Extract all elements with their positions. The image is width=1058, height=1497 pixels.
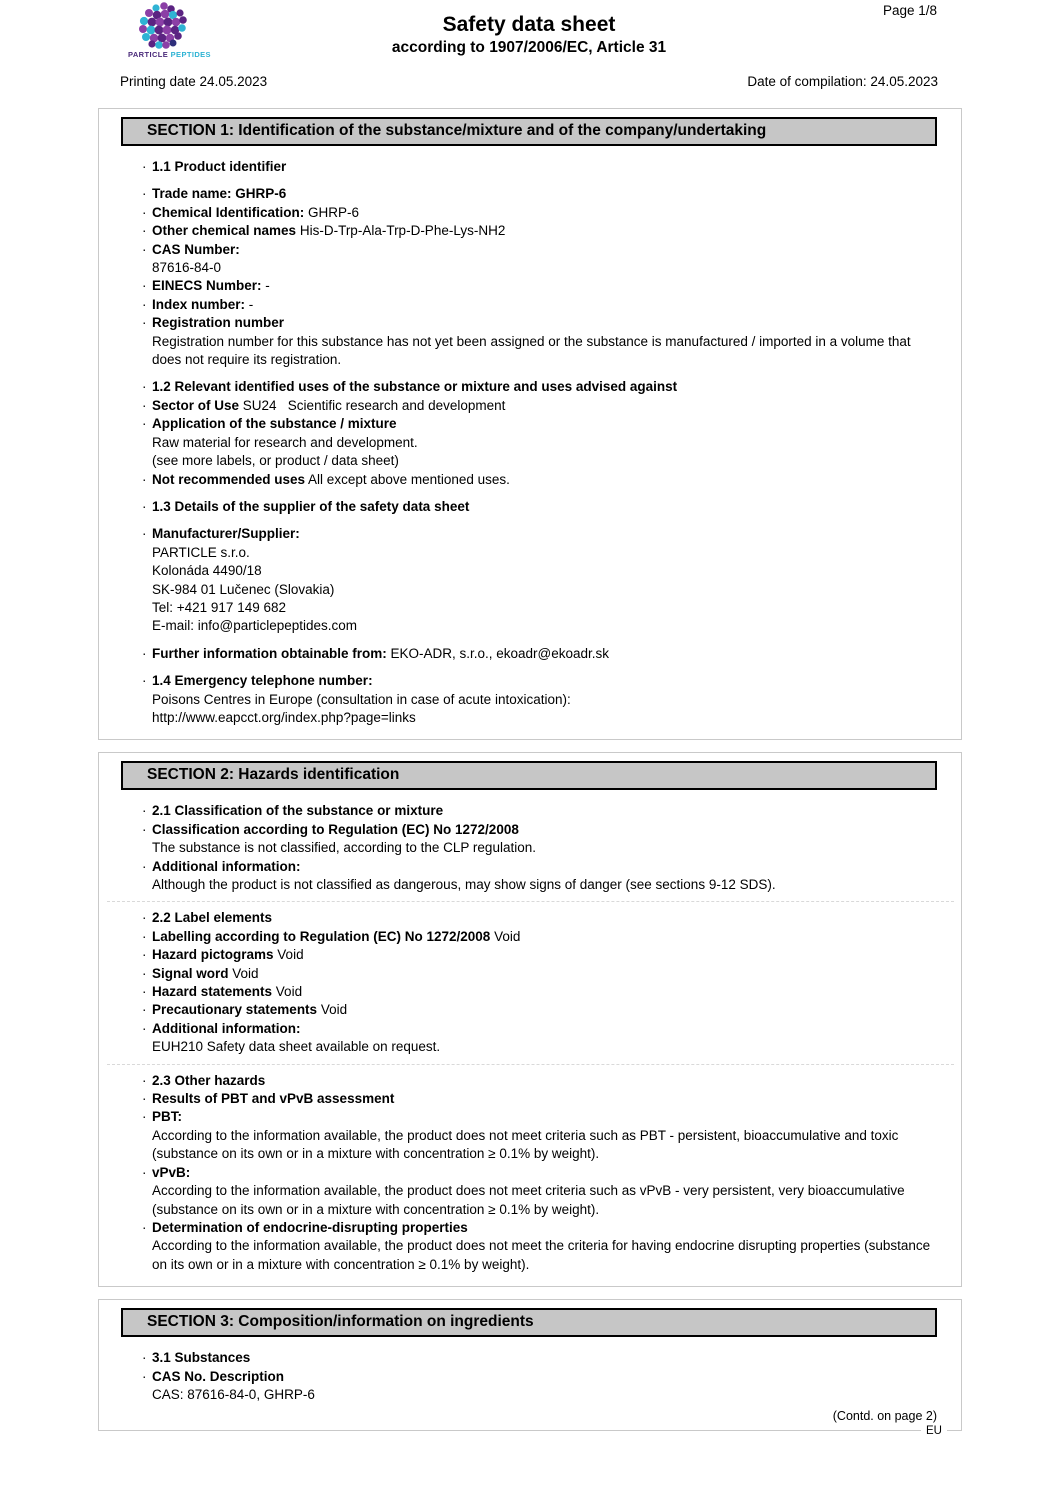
- row-label: Additional information:: [152, 858, 301, 874]
- row-value: Raw material for research and development.: [152, 434, 418, 450]
- data-row: [121, 1038, 937, 1056]
- data-row: [121, 858, 937, 876]
- section-header: SECTION 2: Hazards identification: [121, 761, 937, 790]
- data-row: [121, 296, 937, 314]
- data-row: [121, 222, 937, 240]
- row-label: 1.3 Details of the supplier of the safety data sheet: [152, 498, 470, 514]
- row-value: According to the information available, the product does not meet criteria such as PBT - persistent, bioaccumulative and toxic (substance on its own or in a mixture with concentration ≥ 0.1% by weight).: [152, 1127, 903, 1162]
- row-value: Void: [490, 928, 521, 944]
- row-label: Results of PBT and vPvB assessment: [152, 1091, 395, 1107]
- row-value: PARTICLE s.r.o.: [152, 544, 250, 560]
- section-header: SECTION 1: Identification of the substance/mixture and of the company/undertaking: [121, 117, 937, 146]
- row-label: PBT:: [152, 1109, 182, 1125]
- data-row: [121, 928, 937, 946]
- data-row: [121, 259, 937, 277]
- data-row: [121, 1349, 937, 1367]
- data-row: [121, 1090, 937, 1108]
- row-label: CAS No. Description: [152, 1368, 285, 1384]
- data-row: [121, 1127, 937, 1164]
- data-row: [121, 691, 937, 709]
- data-row: [121, 802, 937, 820]
- row-value: (see more labels, or product / data sheet): [152, 453, 399, 469]
- data-row: [121, 1164, 937, 1182]
- data-row: [121, 525, 937, 543]
- data-row: [121, 876, 937, 894]
- page-number: Page 1/8: [882, 3, 937, 18]
- section-box-1: [98, 108, 962, 740]
- row-value: Tel: +421 917 149 682: [152, 599, 286, 615]
- row-label: Hazard pictograms: [152, 947, 274, 963]
- data-row: [121, 434, 937, 452]
- row-value: -: [245, 296, 254, 312]
- eu-region-label: EU: [921, 1424, 947, 1438]
- row-label: 1.4 Emergency telephone number:: [152, 673, 373, 689]
- brand-word-particle: PARTICLE: [128, 50, 169, 59]
- data-row: [121, 204, 937, 222]
- row-value: According to the information available, the product does not meet criteria such as vPvB - very persistent, very bioaccumulative (substance on its own or in a mixture with concentration ≥ 0.1% by weight).: [152, 1183, 909, 1217]
- data-row: [121, 1368, 937, 1386]
- data-row: [121, 839, 937, 857]
- row-value: According to the information available, the product does not meet the criteria for having endocrine disrupting properties (substance on its own or in a mixture with concentration ≥ 0.1% by weight).: [152, 1238, 934, 1272]
- row-value: Void: [317, 1002, 348, 1018]
- row-value: The substance is not classified, according to the CLP regulation.: [152, 840, 536, 856]
- data-row: [121, 277, 937, 295]
- data-row: [121, 599, 937, 617]
- dates-row: [120, 74, 938, 89]
- data-row: [121, 1182, 937, 1219]
- row-value: Kolonáda 4490/18: [152, 563, 262, 579]
- row-label: EINECS Number:: [152, 278, 262, 294]
- data-row: [121, 498, 937, 516]
- section-header: SECTION 3: Composition/information on ingredients: [121, 1308, 937, 1337]
- data-row: [121, 158, 937, 176]
- row-label: Classification according to Regulation (EC) No 1272/2008: [152, 821, 519, 837]
- data-row: [121, 581, 937, 599]
- row-value: Poisons Centres in Europe (consultation in case of acute intoxication):: [152, 691, 571, 707]
- row-label: CAS Number:: [152, 241, 240, 257]
- data-row: [121, 241, 937, 259]
- row-value: All except above mentioned uses.: [305, 471, 510, 487]
- row-value: EKO-ADR, s.r.o., ekoadr@ekoadr.sk: [386, 645, 610, 661]
- row-label: Other chemical names: [152, 223, 297, 239]
- row-label: 1.1 Product identifier: [152, 159, 287, 174]
- row-value: GHRP-6: [304, 204, 360, 220]
- sections-container: [0, 108, 1058, 1438]
- data-row: [121, 562, 937, 580]
- dashed-separator: [107, 1064, 954, 1065]
- data-row: [121, 397, 937, 415]
- doc-header: [0, 0, 1058, 108]
- data-row: [121, 709, 937, 727]
- row-value: Void: [228, 965, 259, 981]
- row-label: 3.1 Substances: [152, 1350, 251, 1366]
- row-label: Chemical Identification:: [152, 204, 305, 220]
- row-label: Index number:: [152, 296, 246, 312]
- data-row: [121, 544, 937, 562]
- row-label: 2.3 Other hazards: [152, 1072, 266, 1088]
- data-row: [121, 452, 937, 470]
- data-row: [121, 471, 937, 489]
- row-value: http://www.eapcct.org/index.php?page=links: [152, 709, 416, 725]
- data-row: [121, 185, 937, 203]
- row-value: -: [261, 278, 270, 294]
- row-label: Manufacturer/Supplier:: [152, 526, 300, 542]
- row-label: 1.2 Relevant identified uses of the substance or mixture and uses advised against: [152, 379, 678, 395]
- row-value: SU24 Scientific research and development: [239, 397, 506, 413]
- section-box-3: [98, 1299, 962, 1438]
- row-label: Signal word: [152, 965, 229, 981]
- doc-title: Safety data sheet: [442, 13, 616, 36]
- data-row: [121, 415, 937, 433]
- data-row: [121, 617, 937, 635]
- data-row: [121, 645, 937, 663]
- data-row: [121, 1001, 937, 1019]
- row-label: Trade name: GHRP-6: [152, 186, 287, 202]
- row-label: Registration number: [152, 315, 285, 331]
- data-row: [121, 672, 937, 690]
- data-row: [121, 909, 937, 927]
- compilation-date: Date of compilation: 24.05.2023: [747, 74, 938, 89]
- data-row: [121, 821, 937, 839]
- row-label: 2.1 Classification of the substance or mixture: [152, 803, 444, 819]
- data-row: [121, 1237, 937, 1274]
- data-row: [121, 1108, 937, 1126]
- printing-date: Printing date 24.05.2023: [120, 74, 268, 89]
- row-label: Precautionary statements: [152, 1002, 318, 1018]
- data-row: [121, 1219, 937, 1237]
- data-row: [121, 1072, 937, 1090]
- row-label: Labelling according to Regulation (EC) No 1272/2008: [152, 928, 491, 944]
- row-label: Determination of endocrine-disrupting properties: [152, 1219, 468, 1235]
- row-value: Although the product is not classified as dangerous, may show signs of danger (see sections 9-12 SDS).: [152, 877, 776, 892]
- data-row: [121, 314, 937, 332]
- contd-note: (Contd. on page 2): [832, 1409, 937, 1424]
- row-value: Registration number for this substance has not yet been assigned or the substance is manufactured / imported in a volume that does not require its registration.: [152, 333, 915, 368]
- data-row: [121, 333, 937, 370]
- row-value: Void: [273, 947, 304, 963]
- data-row: [121, 983, 937, 1001]
- row-value: 87616-84-0: [152, 260, 222, 276]
- row-value: His-D-Trp-Ala-Trp-D-Phe-Lys-NH2: [296, 223, 506, 239]
- row-label: Not recommended uses: [152, 471, 306, 487]
- row-value: Void: [272, 984, 303, 1000]
- data-row: [121, 1386, 937, 1404]
- dashed-separator: [107, 901, 954, 902]
- row-label: Further information obtainable from:: [152, 645, 387, 661]
- brand-word-peptides: PEPTIDES: [170, 50, 211, 59]
- data-row: [121, 1020, 937, 1038]
- row-value: SK-984 01 Lučenec (Slovakia): [152, 581, 335, 597]
- row-label: Sector of Use: [152, 397, 240, 413]
- section-box-2: [98, 752, 962, 1287]
- row-label: Hazard statements: [152, 984, 273, 1000]
- doc-subtitle: according to 1907/2006/EC, Article 31: [391, 39, 667, 56]
- row-value: E-mail: info@particlepeptides.com: [152, 618, 358, 634]
- row-value: EUH210 Safety data sheet available on request.: [152, 1039, 441, 1055]
- row-value: CAS: 87616-84-0, GHRP-6: [152, 1386, 315, 1402]
- data-row: [121, 946, 937, 964]
- row-label: vPvB:: [152, 1164, 191, 1180]
- data-row: [121, 378, 937, 396]
- data-row: [121, 965, 937, 983]
- row-label: 2.2 Label elements: [152, 910, 273, 926]
- row-label: Application of the substance / mixture: [152, 416, 397, 432]
- title-block: [0, 13, 1058, 57]
- row-label: Additional information:: [152, 1020, 301, 1036]
